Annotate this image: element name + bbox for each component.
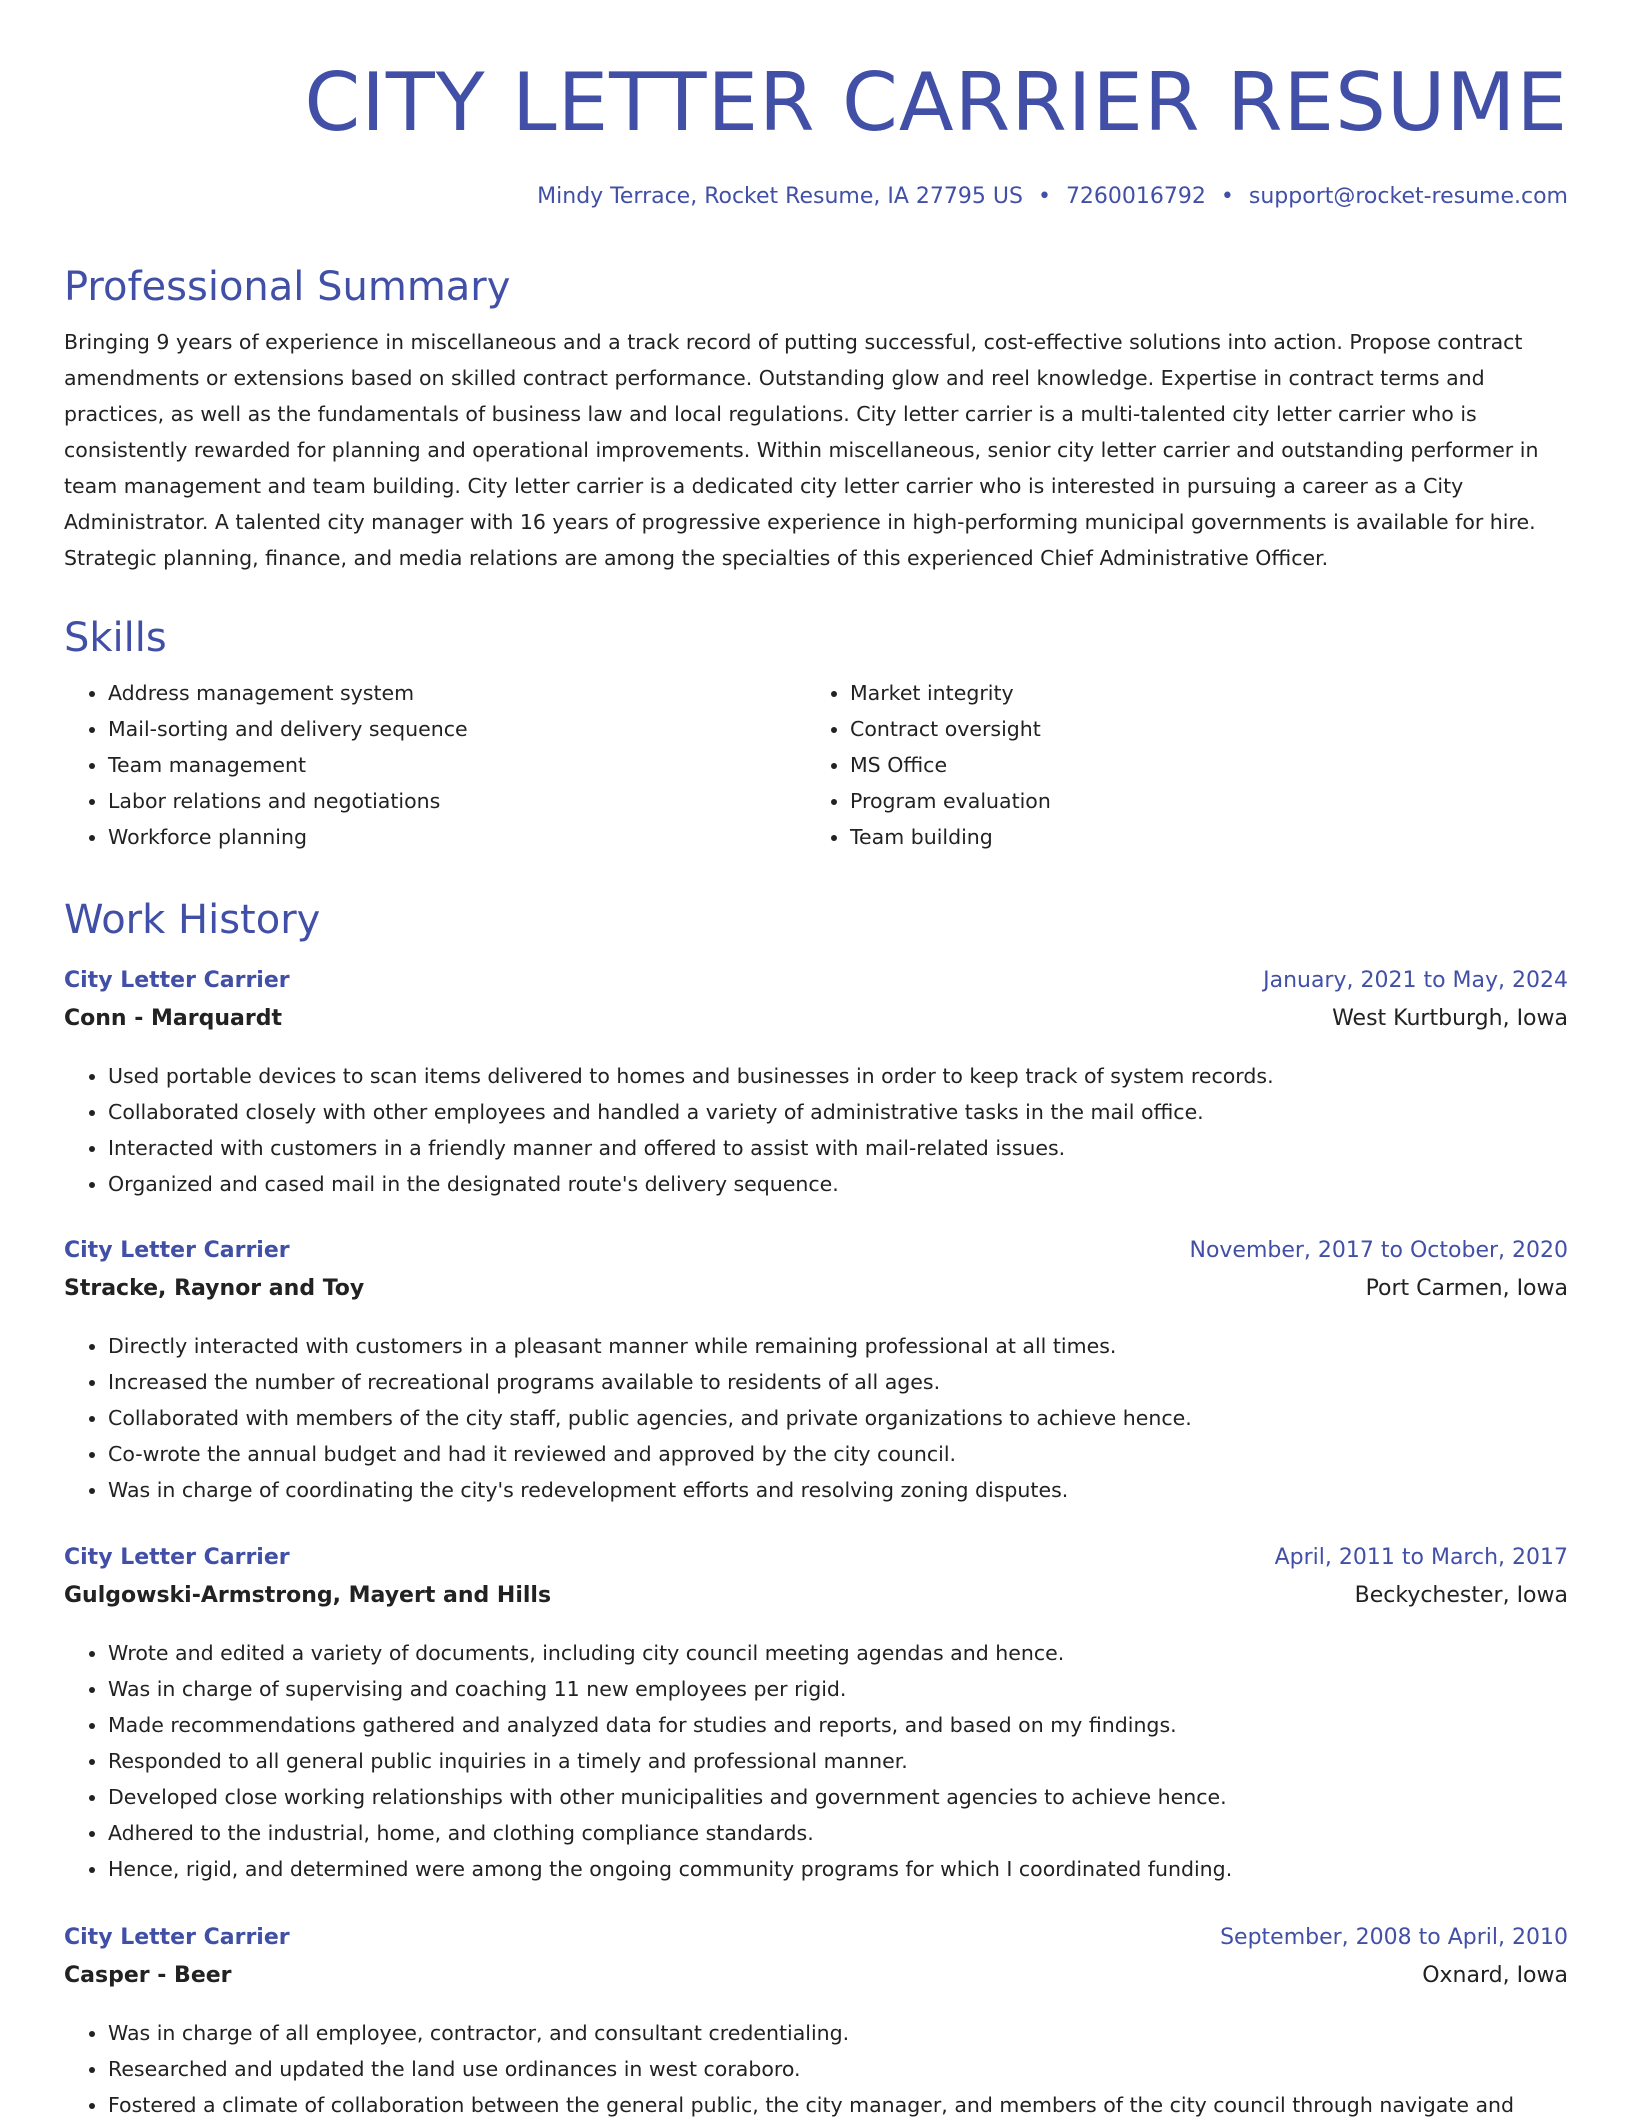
job-header-row [64, 968, 1568, 1006]
work-heading: Work History [64, 897, 321, 943]
summary-text: Bringing 9 years of experience in miscellaneous and a track record of putting successful, cost-effective solutions into action. Propose contract amendments or extensions based on skilled contract performance. Outstanding glow and reel knowledge. Expertise in contract terms and practices, as well as the fundamentals of business law and local regulations. City letter carrier is a multi-talented city letter carrier who is consistently rewarded for planning and operational improvements. Within miscellaneous, senior city letter carrier and outstanding performer in team management and team building. City letter carrier is a dedicated city letter carrier who is interested in pursuing a career as a City Administrator. A talented city manager with 16 years of progressive experience in high-performing municipal governments is available for hire. Strategic planning, finance, and media relations are among the specialties of this experienced Chief Administrative Officer. [64, 330, 1539, 570]
job-title: City Letter Carrier [64, 1238, 290, 1263]
job-location: Oxnard, Iowa [1422, 1963, 1568, 1988]
contact-line [537, 182, 1568, 212]
job-bullet: • Wrote and edited a variety of documents, including city council meeting agendas and hence. [108, 1635, 1568, 1671]
job-company-row [64, 1276, 1568, 1314]
job-entry [64, 1238, 1568, 1508]
job-header-row [64, 1545, 1568, 1583]
skill-item: • Program evaluation [850, 783, 1548, 819]
job-bullets [64, 1635, 1568, 1887]
skill-item: • Team building [850, 819, 1548, 855]
job-dates: September, 2008 to April, 2010 [1220, 1925, 1568, 1950]
job-bullet: • Used portable devices to scan items delivered to homes and businesses in order to keep track of system records. [108, 1058, 1568, 1094]
job-entry [64, 968, 1568, 1202]
skill-item: • MS Office [850, 747, 1548, 783]
job-title: City Letter Carrier [64, 968, 290, 993]
job-bullet: • Was in charge of supervising and coaching 11 new employees per rigid. [108, 1671, 1568, 1707]
job-bullets [64, 1058, 1568, 1202]
job-bullet: • Responded to all general public inquiries in a timely and professional manner. [108, 1743, 1568, 1779]
contact-separator: • [1037, 184, 1051, 209]
job-bullet: • Increased the number of recreational programs available to residents of all ages. [108, 1364, 1568, 1400]
job-entry [64, 1545, 1568, 1887]
skills-section [64, 613, 1568, 855]
job-bullet: • Was in charge of coordinating the city's redevelopment efforts and resolving zoning disputes. [108, 1472, 1568, 1508]
job-title: City Letter Carrier [64, 1545, 290, 1570]
job-dates: November, 2017 to October, 2020 [1189, 1238, 1568, 1263]
job-company-row [64, 1963, 1568, 2001]
resume-title: CITY LETTER CARRIER RESUME [304, 56, 1568, 149]
job-bullet: • Co-wrote the annual budget and had it reviewed and approved by the city council. [108, 1436, 1568, 1472]
skills-right-list [806, 675, 1548, 855]
skill-item: • Address management system [108, 675, 806, 711]
job-company: Stracke, Raynor and Toy [64, 1276, 365, 1301]
work-section [64, 895, 1568, 945]
job-bullet: • Organized and cased mail in the designated route's delivery sequence. [108, 1166, 1568, 1202]
job-bullet: • Hence, rigid, and determined were among the ongoing community programs for which I coordinated funding. [108, 1851, 1568, 1887]
job-bullet: • Fostered a climate of collaboration between the general public, the city manager, and members of the city council through navigate and [108, 2087, 1568, 2123]
job-company-row [64, 1583, 1568, 1621]
job-bullet: • Was in charge of all employee, contractor, and consultant credentialing. [108, 2015, 1568, 2051]
skills-heading: Skills [64, 615, 167, 661]
job-bullet: • Made recommendations gathered and analyzed data for studies and reports, and based on my findings. [108, 1707, 1568, 1743]
job-dates: April, 2011 to March, 2017 [1274, 1545, 1568, 1570]
job-bullet: • Interacted with customers in a friendly manner and offered to assist with mail-related issues. [108, 1130, 1568, 1166]
skill-item: • Contract oversight [850, 711, 1548, 747]
contact-address: Mindy Terrace, Rocket Resume, IA 27795 US [537, 184, 1023, 209]
job-header-row [64, 1925, 1568, 1963]
job-company: Casper - Beer [64, 1963, 232, 1988]
contact-phone: 7260016792 [1065, 184, 1206, 209]
summary-section [64, 262, 1568, 576]
skill-item: • Labor relations and negotiations [108, 783, 806, 819]
skills-left-list [64, 675, 806, 855]
job-company: Gulgowski-Armstrong, Mayert and Hills [64, 1583, 552, 1608]
job-location: West Kurtburgh, Iowa [1332, 1006, 1568, 1031]
job-bullet: • Developed close working relationships with other municipalities and government agencies to achieve hence. [108, 1779, 1568, 1815]
summary-heading: Professional Summary [64, 264, 511, 310]
job-bullet: • Collaborated with members of the city staff, public agencies, and private organizations to achieve hence. [108, 1400, 1568, 1436]
job-bullets [64, 2015, 1568, 2123]
skill-item: • Mail-sorting and delivery sequence [108, 711, 806, 747]
contact-separator: • [1220, 184, 1234, 209]
job-location: Port Carmen, Iowa [1365, 1276, 1568, 1301]
job-company: Conn - Marquardt [64, 1006, 282, 1031]
job-dates: January, 2021 to May, 2024 [1263, 968, 1568, 993]
job-bullet: • Adhered to the industrial, home, and clothing compliance standards. [108, 1815, 1568, 1851]
job-bullets [64, 1328, 1568, 1508]
contact-email[interactable]: support@rocket-resume.com [1248, 184, 1568, 209]
job-company-row [64, 1006, 1568, 1044]
skill-item: • Workforce planning [108, 819, 806, 855]
skill-item: • Market integrity [850, 675, 1548, 711]
job-bullet: • Directly interacted with customers in a pleasant manner while remaining professional at all times. [108, 1328, 1568, 1364]
skills-columns [64, 675, 1568, 855]
job-title: City Letter Carrier [64, 1925, 290, 1950]
job-location: Beckychester, Iowa [1354, 1583, 1568, 1608]
job-header-row [64, 1238, 1568, 1276]
job-entry [64, 1925, 1568, 2123]
skill-item: • Team management [108, 747, 806, 783]
job-bullet: • Collaborated closely with other employees and handled a variety of administrative tasks in the mail office. [108, 1094, 1568, 1130]
job-bullet: • Researched and updated the land use ordinances in west coraboro. [108, 2051, 1568, 2087]
